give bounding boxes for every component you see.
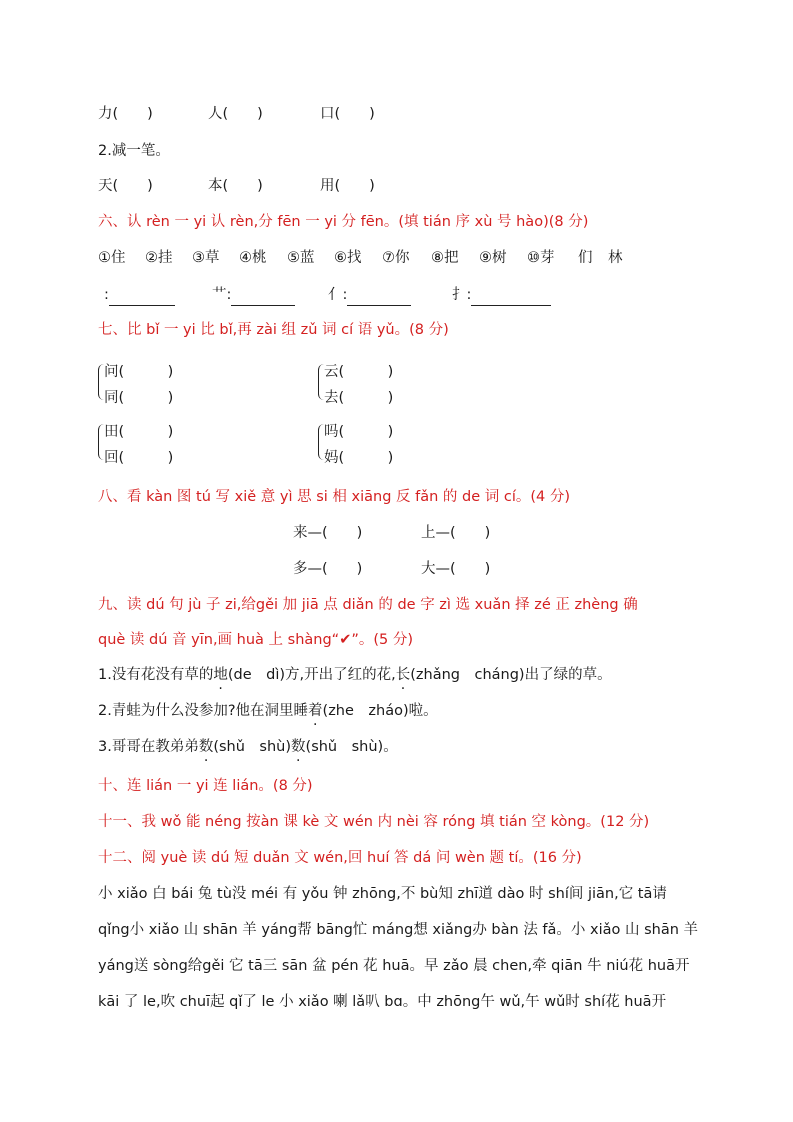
fill-item: 力( ) xyxy=(98,106,153,122)
char-item: ④桃 xyxy=(239,250,267,266)
char-item: ⑧把 xyxy=(431,250,459,266)
compare-word: 田( ) xyxy=(104,424,174,440)
char-item: 们 xyxy=(578,250,593,266)
section-11-title: 十一、我 wǒ 能 néng 按àn 课 kè 文 wén 内 nèi 容 róng 填 tián 空 kòng。(12 分) xyxy=(98,814,650,830)
section-9-question-2: 2.青蛙为什么没参加?他在洞里睡着(zhe zháo)啦。 xyxy=(98,703,438,719)
char-item: ⑨树 xyxy=(479,250,507,266)
antonym-item: 来—( ) xyxy=(293,525,363,541)
passage-line: yáng送 sòng给gěi 它 tā三 sān 盆 pén 花 huā。早 zǎo 晨 chen,牵 qiān 牛 niú花 huā开 xyxy=(98,958,690,974)
section-7-title: 七、比 bǐ 一 yi 比 bǐ,再 zài 组 zǔ 词 cí 语 yǔ。(8 分) xyxy=(98,322,449,338)
char-item: ①住 xyxy=(98,250,126,266)
passage-line: qǐng小 xiǎo 山 shān 羊 yáng帮 bāng忙 máng想 xiǎng办 bàn 法 fǎ。小 xiǎo 山 shān 羊 xyxy=(98,922,699,938)
dotted-char: 长 xyxy=(395,667,411,683)
answer-blank[interactable] xyxy=(109,289,175,306)
antonym-item: 大—( ) xyxy=(421,561,491,577)
category-label: 艹: xyxy=(212,284,295,306)
dotted-char: 数 xyxy=(198,739,214,755)
passage-line: kāi 了 le,吹 chuī起 qǐ了 le 小 xiǎo 喇 lǎ叭 bɑ。中 zhōng午 wǔ,午 wǔ时 shí花 huā开 xyxy=(98,994,667,1010)
section-8-title: 八、看 kàn 图 tú 写 xiě 意 yì 思 si 相 xiāng 反 fǎn 的 de 词 cí。(4 分) xyxy=(98,489,571,505)
section-9-question-1: 1.没有花没有草的地(de dì)方,开出了红的花,长(zhǎng cháng)出了绿的草。 xyxy=(98,667,612,683)
dotted-char: 着 xyxy=(308,703,323,719)
antonym-item: 多—( ) xyxy=(293,561,363,577)
dotted-char: 数 xyxy=(291,739,306,755)
fill-item: 口( ) xyxy=(320,106,375,122)
antonym-item: 上—( ) xyxy=(421,525,491,541)
section-12-title: 十二、阅 yuè 读 dú 短 duǎn 文 wén,回 huí 答 dá 问 wèn 题 tí。(16 分) xyxy=(98,850,582,866)
category-label: : xyxy=(104,284,175,306)
section-9-title-line1: 九、读 dú 句 jù 子 zi,给gěi 加 jiā 点 diǎn 的 de 字 zì 选 xuǎn 择 zé 正 zhèng 确 xyxy=(98,597,638,613)
answer-blank[interactable] xyxy=(231,289,295,306)
char-item: 林 xyxy=(608,250,623,266)
dotted-char: 地 xyxy=(213,667,228,683)
char-item: ⑥找 xyxy=(334,250,362,266)
section-9-title-line2: què 读 dú 音 yīn,画 huà 上 shàng“✔”。(5 分) xyxy=(98,632,414,648)
section-6-title: 六、认 rèn 一 yi 认 rèn,分 fēn 一 yi 分 fēn。(填 tián 序 xù 号 hào)(8 分) xyxy=(98,214,589,230)
answer-blank[interactable] xyxy=(347,289,411,306)
compare-word: 去( ) xyxy=(324,390,394,406)
passage-line: 小 xiǎo 白 bái 兔 tù没 méi 有 yǒu 钟 zhōng,不 bù知 zhī道 dào 时 shí间 jiān,它 tā请 xyxy=(98,886,667,902)
char-item: ⑤蓝 xyxy=(287,250,315,266)
compare-word: 吗( ) xyxy=(324,424,394,440)
section-10-title: 十、连 lián 一 yi 连 lián。(8 分) xyxy=(98,778,313,794)
char-item: ⑦你 xyxy=(382,250,410,266)
category-label: 扌: xyxy=(452,284,551,306)
compare-word: 回( ) xyxy=(104,450,174,466)
section-9-question-3: 3.哥哥在教弟弟数(shǔ shù)数(shǔ shù)。 xyxy=(98,739,398,755)
answer-blank[interactable] xyxy=(471,289,551,306)
compare-word: 同( ) xyxy=(104,390,174,406)
q2-title: 2.减一笔。 xyxy=(98,143,170,159)
fill-item: 用( ) xyxy=(320,178,375,194)
category-label: 亻: xyxy=(328,284,411,306)
fill-item: 天( ) xyxy=(98,178,153,194)
compare-word: 问( ) xyxy=(104,364,174,380)
char-item: ⑩芽 xyxy=(527,250,555,266)
char-item: ②挂 xyxy=(145,250,173,266)
compare-word: 妈( ) xyxy=(324,450,394,466)
fill-item: 本( ) xyxy=(208,178,263,194)
compare-word: 云( ) xyxy=(324,364,394,380)
char-item: ③草 xyxy=(192,250,220,266)
check-mark-icon: ✔ xyxy=(339,632,352,648)
fill-item: 人( ) xyxy=(208,106,263,122)
